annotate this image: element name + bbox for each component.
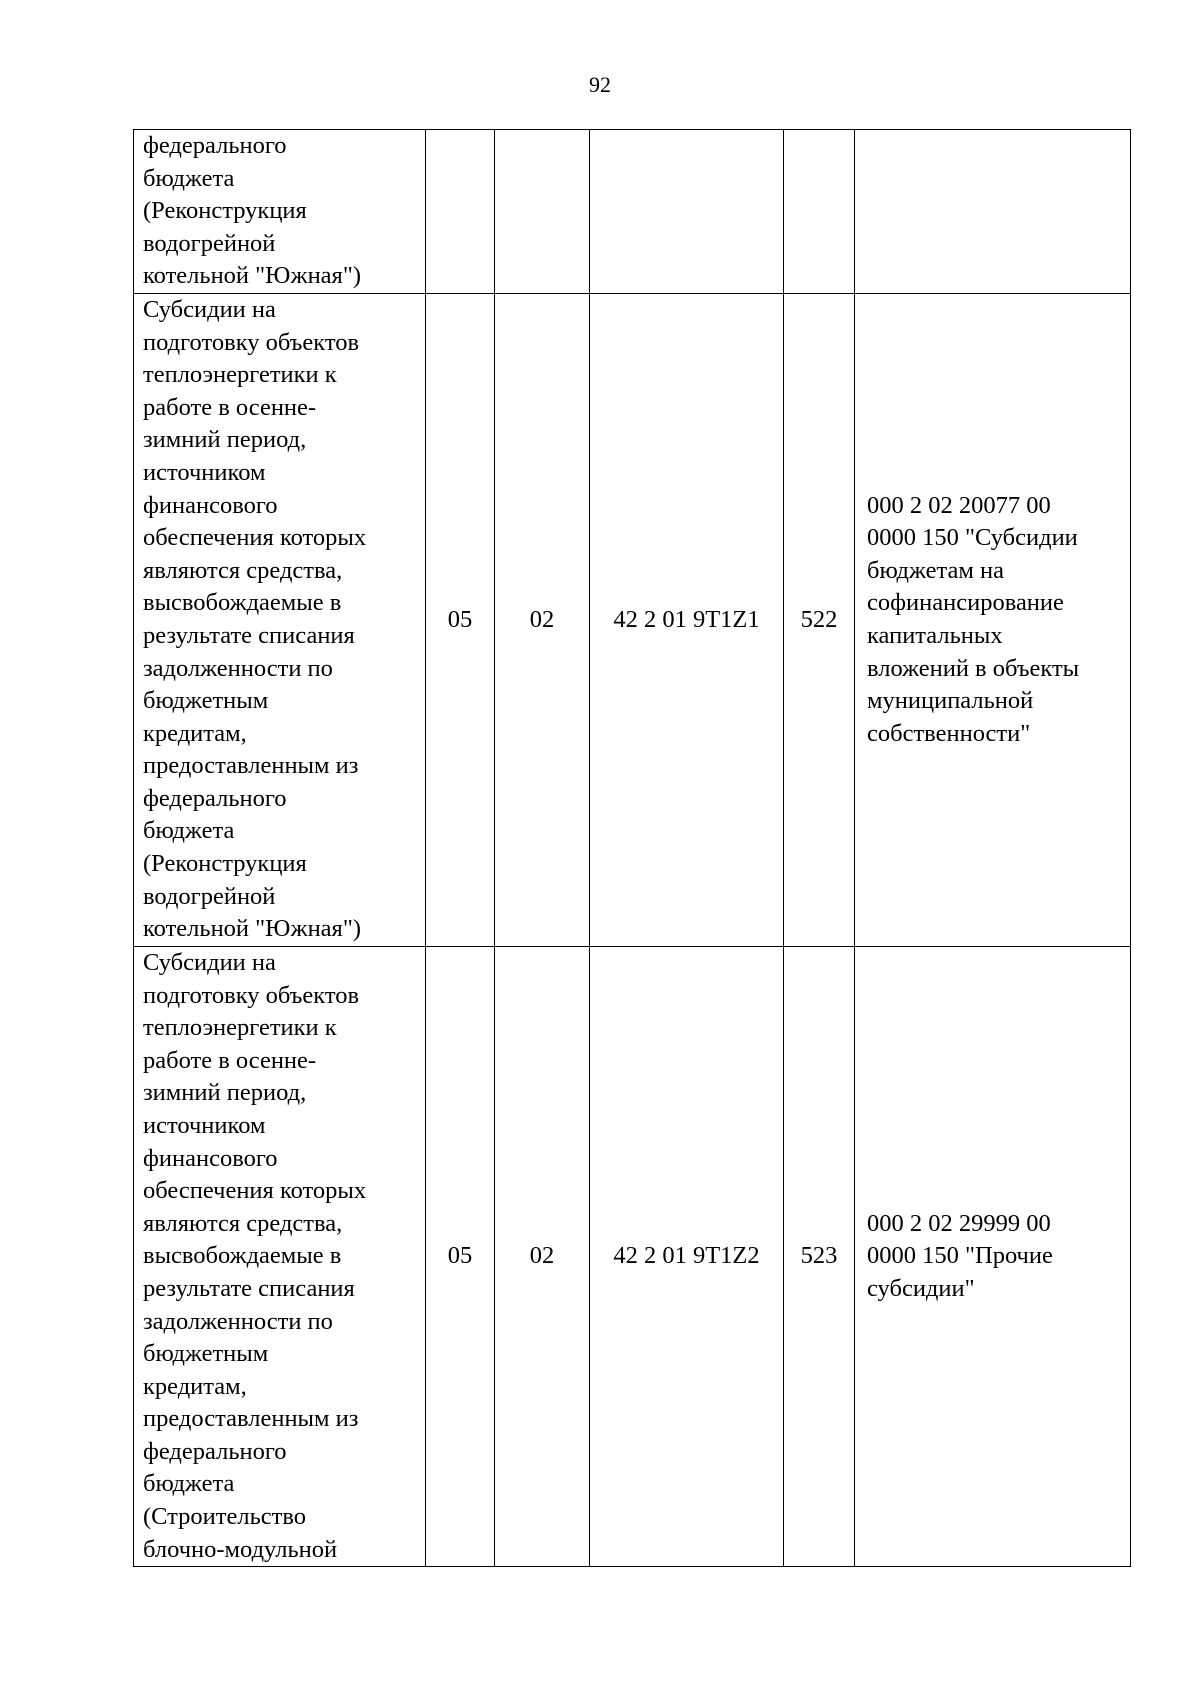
row-name-line: Субсидии на [143,295,276,323]
row-name-line: бюджетным [143,1340,269,1368]
subsection-cell: 02 [495,946,590,1566]
row-name-line: федерального [143,784,287,812]
row-name-line: обеспечения которых [143,1177,367,1205]
target-article-cell [590,130,784,294]
row-name-line: кредитам, [143,1372,247,1400]
expense-type-cell: 523 [784,946,855,1566]
revenue-code-line: 000 2 02 20077 00 [867,491,1051,519]
revenue-code-line: софинансирование [867,589,1064,617]
table-row [134,130,1131,294]
table-row [134,946,1131,1566]
row-name-line: подготовку объектов [143,981,360,1009]
row-name-line: являются средства, [143,556,343,584]
revenue-code-line: бюджетам на [867,556,1004,584]
expense-type-cell [784,130,855,294]
row-name-line: (Реконструкция [143,850,307,878]
row-name-cell [134,293,426,946]
section-cell: 05 [426,946,495,1566]
row-name-line: работе в осенне- [143,393,317,421]
row-name-line: котельной "Южная") [143,262,361,290]
row-name-line: теплоэнергетики к [143,361,337,389]
row-name-line: задолженности по [143,1307,333,1335]
row-name-line: высвобождаемые в [143,589,342,617]
budget-table [133,129,1131,1567]
row-name-line: задолженности по [143,654,333,682]
row-name-line: являются средства, [143,1209,343,1237]
subsection-cell: 02 [495,293,590,946]
row-name-line: результате списания [143,1274,355,1302]
row-name-line: бюджета [143,1470,235,1498]
revenue-code-line: муниципальной [867,687,1034,715]
table-row [134,293,1131,946]
row-name-line: подготовку объектов [143,328,360,356]
row-name-line: источником [143,1111,266,1139]
section-cell [426,130,495,294]
revenue-code-line: вложений в объекты [867,654,1080,682]
row-name-line: обеспечения которых [143,524,367,552]
revenue-code-line: собственности" [867,719,1031,747]
target-article-cell: 42 2 01 9T1Z1 [590,293,784,946]
target-article-cell: 42 2 01 9T1Z2 [590,946,784,1566]
revenue-code-line: субсидии" [867,1274,975,1302]
row-name-line: (Реконструкция [143,197,307,225]
row-name-line: предоставленным из [143,1405,359,1433]
row-name-cell [134,130,426,294]
revenue-code-line: 000 2 02 29999 00 [867,1209,1051,1237]
subsection-cell [495,130,590,294]
row-name-line: бюджета [143,164,235,192]
row-name-line: котельной "Южная") [143,915,361,943]
row-name-line: источником [143,458,266,486]
row-name-line: (Строительство [143,1503,307,1531]
revenue-code-cell [855,130,1131,294]
row-name-line: зимний период, [143,1079,307,1107]
row-name-line: бюджетным [143,687,269,715]
row-name-line: финансового [143,1144,278,1172]
row-name-line: теплоэнергетики к [143,1014,337,1042]
row-name-line: водогрейной [143,882,276,910]
row-name-line: федерального [143,1437,287,1465]
revenue-code-line: капитальных [867,621,1003,649]
row-name-line: бюджета [143,817,235,845]
row-name-cell [134,946,426,1566]
row-name-line: предоставленным из [143,752,359,780]
row-name-line: работе в осенне- [143,1046,317,1074]
row-name-line: Субсидии на [143,948,276,976]
revenue-code-line: 0000 150 "Прочие [867,1242,1053,1270]
row-name-line: федерального [143,132,287,159]
row-name-line: водогрейной [143,229,276,257]
expense-type-cell: 522 [784,293,855,946]
row-name-line: кредитам, [143,719,247,747]
row-name-line: зимний период, [143,426,307,454]
section-cell: 05 [426,293,495,946]
revenue-code-line: 0000 150 "Субсидии [867,524,1078,552]
row-name-line: финансового [143,491,278,519]
revenue-code-cell [855,946,1131,1566]
revenue-code-cell [855,293,1131,946]
row-name-line: блочно-модульной [143,1535,338,1563]
page-number: 92 [589,72,611,97]
row-name-line: высвобождаемые в [143,1242,342,1270]
row-name-line: результате списания [143,621,355,649]
